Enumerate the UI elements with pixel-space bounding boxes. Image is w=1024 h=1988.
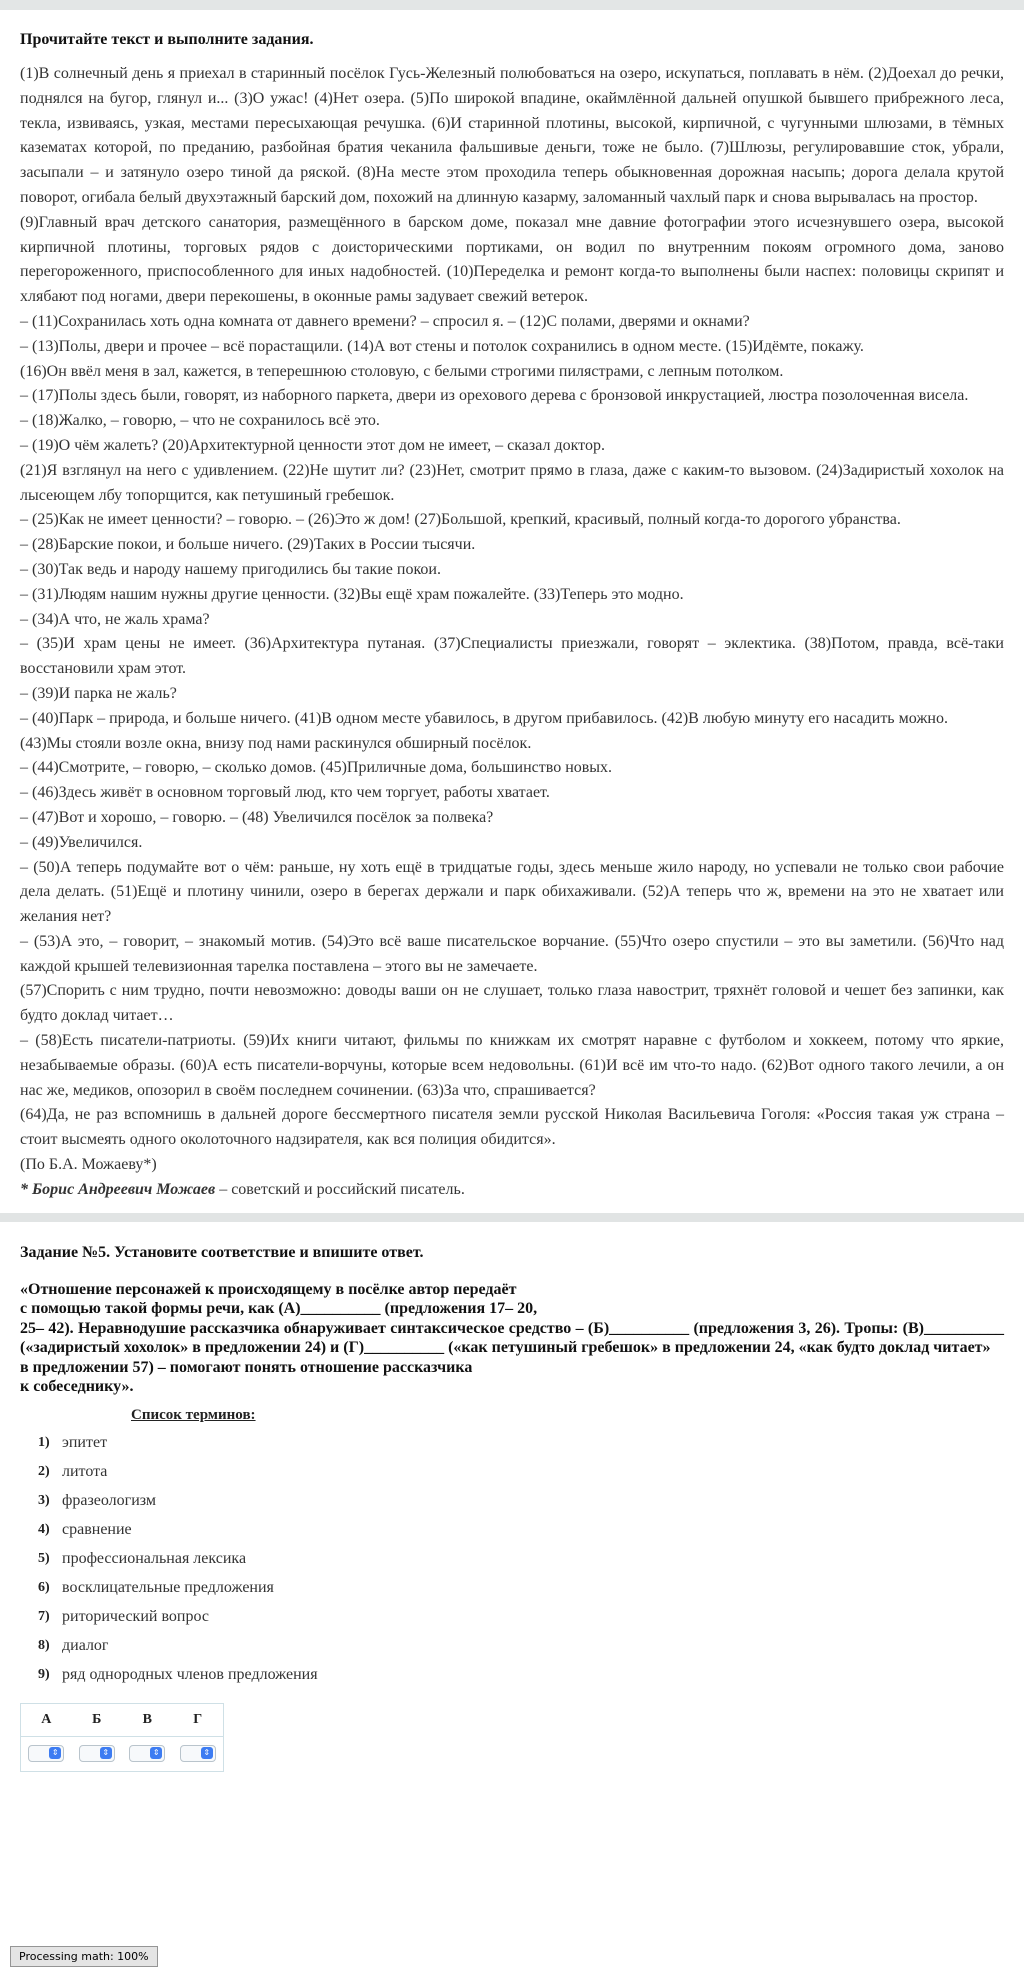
text-paragraph: (21)Я взглянул на него с удивлением. (22)Не шутит ли? (23)Нет, смотрит прямо в глаза, даже с каким-то вызовом. (24)Задиристый хохолок на лысеющем лбу топорщится, как петушиный гребешок. — [20, 461, 1004, 504]
select-arrows-icon: ⇕ — [150, 1747, 162, 1759]
text-paragraph: – (25)Как не имеет ценности? – говорю. – (26)Это ж дом! (27)Большой, крепкий, красивый, полный когда-то дорогого убранства. — [20, 511, 901, 529]
task-heading: Задание №5. Установите соответствие и впишите ответ. — [20, 1243, 424, 1261]
text-paragraph: – (39)И парка не жаль? — [20, 684, 177, 702]
answer-select-g[interactable] — [180, 1745, 216, 1762]
answer-cell — [122, 1736, 173, 1771]
text-paragraph: – (19)О чём жалеть? (20)Архитектурной ценности этот дом не имеет, – сказал доктор. — [20, 436, 605, 454]
select-arrows-icon: ⇕ — [100, 1747, 112, 1759]
select-arrows-icon: ⇕ — [201, 1747, 213, 1759]
term-label: восклицательные предложения — [62, 1578, 274, 1596]
text-paragraph: (1)В солнечный день я приехал в старинный посёлок Гусь-Железный полюбоваться на озеро, искупаться, поплавать в нём. (2)Доехал до речки, поднялся на бугор, глянул и... (3)О ужас! (4)Нет озера. (5)По широкой впадине, окаймлённой дальней опушкой бывшего прибрежного леса, текла, извиваясь, узкая, местами пересыхающая речушка. (6)И старинной плотины, высокой, кирпичной, с чугунными шлюзами, в тёмных казематах которой, по преданию, разбойная братия чеканила фальшивые деньги, тоже не было. (7)Шлюзы, регулировавшие сток, убрали, засыпали – и затянуло озеро тиной да ряской. (8)На месте этом проходила теперь обыкновенная дорожная насыпь; дорога делала крутой поворот, огибала белый двухэтажный барский дом, похожий на длинную казарму, заломанный чахлый парк и снова вырывалась на простор. — [20, 65, 1004, 206]
answer-cell — [21, 1736, 72, 1771]
term-item — [38, 1544, 1004, 1573]
text-source: (По Б.А. Можаеву*) — [20, 1156, 157, 1174]
task-line: в предложении 57) – помогают понять отношение рассказчика — [20, 1358, 473, 1376]
task-section — [0, 1242, 1024, 1772]
term-label: ряд однородных членов предложения — [62, 1665, 318, 1683]
answer-column-a: А — [21, 1703, 72, 1736]
footnote-author: * Борис Андреевич Можаев — [20, 1180, 216, 1198]
text-paragraph: – (31)Людям нашим нужны другие ценности. (32)Вы ещё храм пожалейте. (33)Теперь это модно. — [20, 585, 684, 603]
task-statement — [20, 1280, 1004, 1397]
text-paragraph: – (49)Увеличился. — [20, 833, 143, 851]
term-number: 7) — [38, 1608, 50, 1624]
text-paragraph: – (35)И храм цены не имеет. (36)Архитектура путаная. (37)Специалисты приезжали, говорят – эклектика. (38)Потом, правда, всё-таки восстановили храм этот. — [20, 635, 1004, 678]
text-paragraph: (9)Главный врач детского санатория, размещённого в барском доме, показал мне давние фотографии этого исчезнувшего озера, высокой кирпичной плотины, торговых рядов с доисторическими портиками, он водил по внутренним покоям огромного дома, заново перегороженного, приспособленного для иных надобностей. (10)Переделка и ремонт когда-то выполнены были наспех: половицы скрипят и хлябают под ногами, двери перекошены, в оконные рамы задувает свежий ветерок. — [20, 213, 1004, 306]
text-paragraph: (64)Да, не раз вспомнишь в дальней дороге бессмертного писателя земли русской Николая Васильевича Гоголя: «Россия такая уж страна – стоит высмеять одного околоточного надзирателя, как вся полиция обидится». — [20, 1106, 1004, 1149]
footnote-desc: – советский и российский писатель. — [215, 1180, 465, 1198]
task-line: с помощью такой формы речи, как (А)__________ (предложения 17– 20, — [20, 1300, 538, 1318]
term-label: диалог — [62, 1636, 109, 1654]
term-label: фразеологизм — [62, 1491, 157, 1509]
term-number: 4) — [38, 1521, 50, 1537]
text-paragraph: – (17)Полы здесь были, говорят, из наборного паркета, двери из орехового дерева с бронзовой инкрустацией, люстра позолоченная висела. — [20, 387, 969, 405]
text-paragraph: – (13)Полы, двери и прочее – всё порастащили. (14)А вот стены и потолок сохранились в одном месте. (15)Идёмте, покажу. — [20, 337, 864, 355]
text-paragraph: – (53)А это, – говорит, – знакомый мотив. (54)Это всё ваше писательское ворчание. (55)Что озеро спустили – это вы заметили. (56)Что над каждой крышей телевизионная тарелка поставлена – этого вы не замечаете. — [20, 932, 1004, 975]
text-paragraph: – (58)Есть писатели-патриоты. (59)Их книги читают, фильмы по книжкам их смотрят наравне с футболом и хоккеем, потому что яркие, незабываемые образы. (60)А есть писатели-ворчуны, которые всем недовольны. (61)И всё им что-то надо. (62)Вот одного такого лечили, а он нас же, медиков, опозорил в своём последнем сочинении. (63)За что, спрашивается? — [20, 1032, 1004, 1099]
text-paragraph: – (30)Так ведь и народу нашему пригодились бы такие покои. — [20, 560, 441, 578]
term-number: 2) — [38, 1463, 50, 1479]
term-item — [38, 1631, 1004, 1660]
term-number: 9) — [38, 1666, 50, 1682]
terms-list — [20, 1428, 1004, 1689]
answer-column-g: Г — [173, 1703, 224, 1736]
term-item — [38, 1486, 1004, 1515]
term-item — [38, 1515, 1004, 1544]
text-paragraph: (16)Он ввёл меня в зал, кажется, в теперешнюю столовую, с белыми строгими пилястрами, с лепным потолком. — [20, 362, 784, 380]
term-number: 6) — [38, 1579, 50, 1595]
task-line: 25– 42). Неравнодушие рассказчика обнаруживает синтаксическое средство – (Б)__________ (предложения 3, 26). Тропы: (В)__________ («задиристый хохолок» в предложении 24) и (Г)__________ («как петушиный гребешок» в предложении 24, «как будто доклад читает» — [20, 1319, 1004, 1357]
math-status: Processing math: 100% — [10, 1946, 158, 1967]
text-paragraph: – (18)Жалко, – говорю, – что не сохранилось всё это. — [20, 412, 380, 430]
term-item — [38, 1573, 1004, 1602]
text-paragraph: – (34)А что, не жаль храма? — [20, 610, 210, 628]
term-label: сравнение — [62, 1520, 132, 1538]
term-number: 8) — [38, 1637, 50, 1653]
reading-section — [0, 29, 1024, 1203]
term-label: литота — [62, 1462, 108, 1480]
section-divider — [0, 1213, 1024, 1222]
term-label: профессиональная лексика — [62, 1549, 247, 1567]
answer-cell — [72, 1736, 123, 1771]
answer-select-a[interactable] — [28, 1745, 64, 1762]
answer-cell — [173, 1736, 224, 1771]
text-paragraph: – (46)Здесь живёт в основном торговый люд, кто чем торгует, работы хватает. — [20, 784, 550, 802]
answer-select-b[interactable] — [79, 1745, 115, 1762]
text-paragraph: – (28)Барские покои, и больше ничего. (29)Таких в России тысячи. — [20, 536, 476, 554]
select-arrows-icon: ⇕ — [49, 1747, 61, 1759]
answer-table — [20, 1703, 224, 1772]
text-paragraph: – (11)Сохранилась хоть одна комната от давнего времени? – спросил я. – (12)С полами, дверями и окнами? — [20, 312, 750, 330]
term-item — [38, 1660, 1004, 1689]
term-label: риторический вопрос — [62, 1607, 209, 1625]
term-label: эпитет — [62, 1433, 108, 1451]
text-paragraph: – (50)А теперь подумайте вот о чём: раньше, ну хоть ещё в тридцатые годы, здесь меньше жило народу, но успевали не только свои рабочие дела делать. (51)Ещё и плотину чинили, озеро в берегах держали и парк обихаживали. (52)А теперь что ж, времени на это не хватает или желания нет? — [20, 858, 1004, 926]
author-footnote — [20, 1178, 1004, 1203]
reading-heading: Прочитайте текст и выполните задания. — [20, 31, 314, 48]
answer-select-v[interactable] — [129, 1745, 165, 1762]
text-paragraph: – (44)Смотрите, – говорю, – сколько домов. (45)Приличные дома, большинство новых. — [20, 759, 613, 777]
text-paragraph: – (47)Вот и хорошо, – говорю. – (48) Увеличился посёлок за полвека? — [20, 808, 494, 826]
text-paragraph: (43)Мы стояли возле окна, внизу под нами раскинулся обширный посёлок. — [20, 734, 532, 752]
task-line: «Отношение персонажей к происходящему в посёлке автор передаёт — [20, 1280, 517, 1298]
terms-heading: Список терминов: — [131, 1406, 256, 1423]
reading-text — [20, 62, 1004, 1153]
text-paragraph: – (40)Парк – природа, и больше ничего. (41)В одном месте убавилось, в другом прибавилось. (42)В любую минуту его насадить можно. — [20, 709, 948, 727]
term-item — [38, 1602, 1004, 1631]
term-number: 3) — [38, 1492, 50, 1508]
term-item — [38, 1428, 1004, 1457]
answer-column-b: Б — [72, 1703, 123, 1736]
answer-column-v: В — [122, 1703, 173, 1736]
term-number: 1) — [38, 1434, 50, 1450]
top-bar — [0, 0, 1024, 10]
task-line: к собеседнику». — [20, 1378, 134, 1396]
text-paragraph: (57)Спорить с ним трудно, почти невозможно: доводы ваши он не слушает, только глаза навострит, тряхнёт головой и чешет без запинки, как будто доклад читает… — [20, 982, 1004, 1025]
term-number: 5) — [38, 1550, 50, 1566]
term-item — [38, 1457, 1004, 1486]
